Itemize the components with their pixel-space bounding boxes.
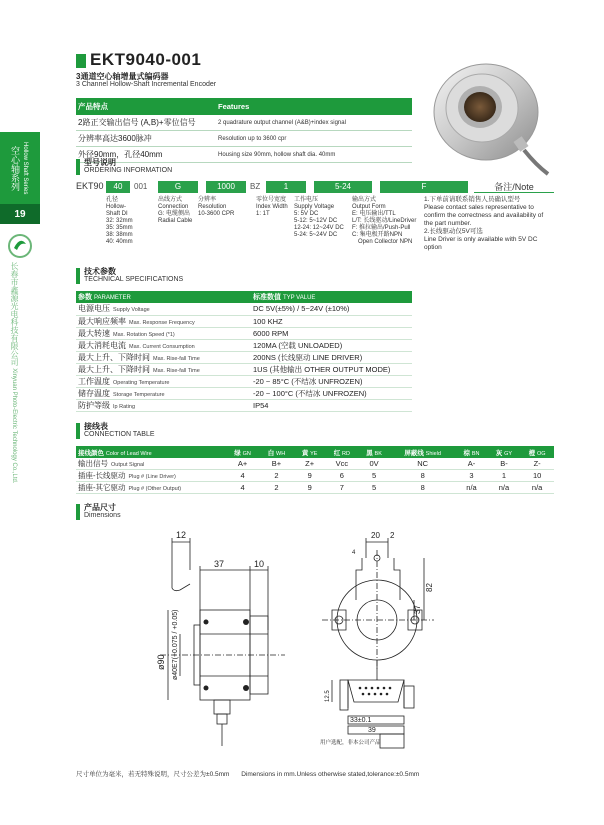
feature-en: Resolution up to 3600 cpr xyxy=(216,131,412,147)
order-col-resolution: 分辨率 Resolution 10-3600 CPR xyxy=(198,197,235,217)
connection-title-en: CONNECTION TABLE xyxy=(84,431,155,438)
table-row: 电源电压 Supply Voltage DC 5V(±5%) / 5~24V (±10%) xyxy=(76,303,412,315)
ordering-code-row xyxy=(76,181,554,193)
subtitle-en: 3 Channel Hollow-Shaft Incremental Encoder xyxy=(76,81,217,88)
title-accent xyxy=(76,54,86,68)
conn-header-bk: 黑 BK xyxy=(358,446,390,458)
connection-title-cn: 接线表 xyxy=(84,422,108,431)
dim-33: 33±0.1 xyxy=(350,717,372,724)
dim-4: 4 xyxy=(352,550,356,556)
dim-39: 39 xyxy=(368,727,376,734)
table-row: 最大上升、下降时间 Max. Rise-fall Time 1US (其他输出 OTHER OUTPUT MODE) xyxy=(76,363,412,375)
order-col-output: 输出方式 Output Form E: 电压输出/TTL L/T: 长线驱动/LineDriver F: 推拉输出/Push-Pull C: 集电极开路NPN Open Collector NPN xyxy=(352,197,417,245)
side-view-drawing xyxy=(150,530,290,750)
specs-table xyxy=(76,291,412,412)
conn-header-shield: 屏蔽线 Shield xyxy=(390,446,456,458)
order-note-header: 备注/Note xyxy=(474,181,554,193)
company-name xyxy=(8,262,20,484)
feature-cn: 分辨率高达3600脉冲 xyxy=(76,131,216,147)
table-row xyxy=(76,131,412,147)
section-accent xyxy=(76,268,80,284)
conn-header-rd: 红 RD xyxy=(326,446,359,458)
specs-header-value: 标准数值 TYP VALUE xyxy=(251,291,412,303)
page-title: EKT9040-001 xyxy=(90,50,202,69)
connection-table xyxy=(76,446,554,494)
table-row: 最大消耗电流 Max. Current Consumption 120MA (空载 UNLOADED) xyxy=(76,339,412,351)
conn-header-color: 接线颜色 Color of Lead Wire xyxy=(76,446,226,458)
order-notes: 1.下单前请联系销售人员确认型号 Please contact sales representative to confirm the correctness and availability of the part number. 2.长线驱动仅5V可选 Line Driver is only available with 5V DC option xyxy=(424,196,544,251)
conn-header-ye: 黄 YE xyxy=(294,446,326,458)
dim-2: 2 xyxy=(390,531,395,540)
table-row: 输出信号 Output Signal A+ B+ Z+ Vcc 0V NC A- B- Z- xyxy=(76,458,554,470)
order-gap-001: 001 xyxy=(134,182,148,191)
company-name-cn: 长春市鑫源光电科技有限公司 xyxy=(10,262,19,366)
ordering-title-cn: 型号说明 xyxy=(84,158,116,167)
order-seg-shaft: 40 xyxy=(106,181,130,193)
section-accent xyxy=(76,504,80,520)
table-row: 插座-长线驱动 Plug # (Line Driver) 4 2 9 6 5 8 3 1 10 xyxy=(76,470,554,482)
front-view-drawing xyxy=(318,530,438,755)
feature-cn: 2路正交输出信号 (A,B)+零位信号 xyxy=(76,115,216,131)
order-seg-resolution: 1000 xyxy=(206,181,246,193)
feature-en: 2 quadrature output channel (A&B)+index signal xyxy=(216,115,412,131)
specs-title-cn: 技术参数 xyxy=(84,267,116,276)
table-row: 最大响应频率 Max. Response Frequency 100 KHZ xyxy=(76,315,412,327)
order-seg-index: 1 xyxy=(266,181,306,193)
feature-cn: 外径90mm，孔径40mm xyxy=(76,147,216,163)
dim-10: 10 xyxy=(254,559,265,569)
sidebar xyxy=(0,0,40,825)
table-row: 插座-其它驱动 Plug # (Other Output) 4 2 9 7 5 8 n/a n/a n/a xyxy=(76,482,554,494)
conn-header-og: 橙 OG xyxy=(520,446,554,458)
dim-82: 82 xyxy=(425,583,434,592)
table-row: 最大转速 Max. Rotation Speed (*1) 6000 RPM xyxy=(76,327,412,339)
footer-note xyxy=(76,769,429,778)
section-accent xyxy=(76,423,80,439)
dim-37: 37 xyxy=(214,559,225,569)
order-col-index: 零位号宽度 Index Width 1: 1T xyxy=(256,197,288,217)
table-row: 防护等级 Ip Rating IP54 xyxy=(76,399,412,411)
page-number: 19 xyxy=(0,204,40,224)
encoder-photo xyxy=(426,50,556,180)
company-name-en: Xinyuan Photo-Electric Technology Co.,Ltd. xyxy=(11,368,17,484)
dim-40: ø40E7(+0.075 / +0.05) xyxy=(172,609,179,680)
conn-header-gy: 灰 GY xyxy=(488,446,521,458)
features-header-cn: 产品特点 xyxy=(76,98,216,115)
section-accent xyxy=(76,159,80,175)
cable-note: 用户选配，非本公司产品 xyxy=(320,740,381,746)
dim-37-front: 37 xyxy=(413,605,422,614)
table-row: 最大上升、下降时间 Max. Rise-fall Time 200NS (长线驱动 LINE DRIVER) xyxy=(76,351,412,363)
order-col-connection: 出线方式 Connection G: 电缆侧出 Radial Cable xyxy=(158,197,193,224)
feature-en: Housing size 90mm, hollow shaft dia. 40mm xyxy=(216,147,412,163)
order-seg-output: F xyxy=(380,181,468,193)
order-seg-connection: G xyxy=(158,181,198,193)
order-col-shaft: 孔径 Hollow- Shaft DI 32: 32mm 35: 35mm 38: 38mm 40: 40mm xyxy=(106,197,133,245)
conn-header-bn: 棕 BN xyxy=(455,446,487,458)
features-table xyxy=(76,98,412,163)
dim-20: 20 xyxy=(371,531,380,540)
footer-cn: 尺寸单位为毫米，若无特殊说明，尺寸公差为±0.5mm xyxy=(76,771,230,778)
dim-12: 12 xyxy=(176,530,187,540)
table-row: 工作温度 Operating Temperature -20 ~ 85°C (不结冰 UNFROZEN) xyxy=(76,375,412,387)
table-row xyxy=(76,147,412,163)
subtitle-cn: 3通道空心轴增量式编码器 xyxy=(76,72,169,81)
dimensions-title-cn: 产品尺寸 xyxy=(84,503,116,512)
specs-header-param: 参数 PARAMETER xyxy=(76,291,251,303)
dim-12-5: 12.5 xyxy=(325,690,331,702)
table-row xyxy=(76,115,412,131)
features-header-en: Features xyxy=(216,98,412,115)
footer-en: Dimensions in mm.Unless otherwise stated,tolerance:±0.5mm xyxy=(241,771,420,778)
conn-header-gn: 绿 GN xyxy=(226,446,259,458)
series-tab xyxy=(0,132,40,204)
ordering-title-en: ORDERING INFORMATION xyxy=(84,167,173,174)
order-col-voltage: 工作电压 Supply Voltage 5: 5V DC 5-12: 5~12V DC 12-24: 12~24V DC 5-24: 5~24V DC xyxy=(294,197,344,238)
series-label-cn: 空心轴系列 xyxy=(10,145,20,191)
order-seg-voltage: 5-24 xyxy=(314,181,372,193)
specs-title-en: TECHNICAL SPECIFICATIONS xyxy=(84,276,184,283)
dimensions-title-en: Dimensions xyxy=(84,512,121,519)
table-row: 储存温度 Storage Temperature -20 ~ 100°C (不结冰 UNFROZEN) xyxy=(76,387,412,399)
conn-header-wh: 白 WH xyxy=(259,446,294,458)
order-base: EKT90 xyxy=(76,181,104,191)
company-logo-icon xyxy=(8,234,32,258)
order-gap-bz: BZ xyxy=(250,182,261,191)
series-label-en: Hollow Shaft Series xyxy=(22,141,28,195)
dim-90: ø90 xyxy=(156,654,166,670)
